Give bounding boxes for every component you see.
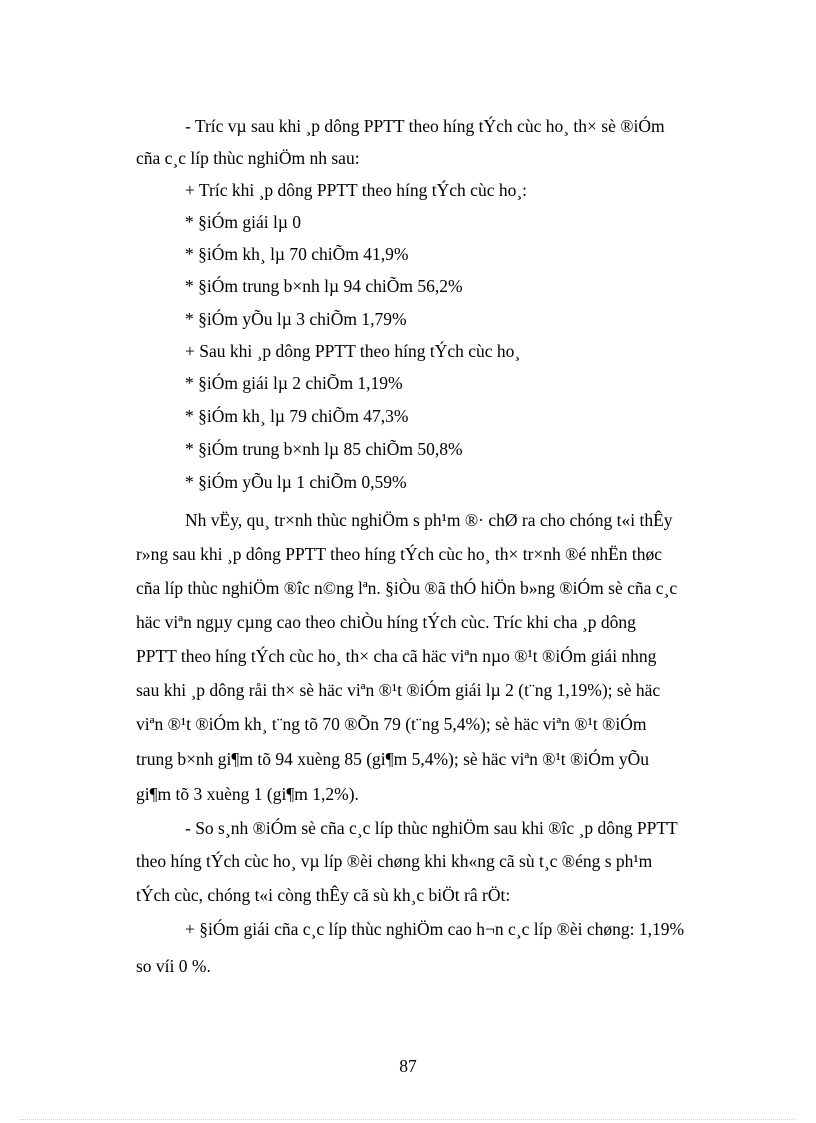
text-line: * §iÓm yÕu lµ 1 chiÕm 0,59% [185, 472, 407, 492]
text-line: viªn ®¹t ®iÓm kh¸ t¨ng tõ 70 ®Õn 79 (t¨ng 5,4%); sè häc viªn ®¹t ®iÓm [136, 714, 647, 734]
text-line: tÝch cùc, chóng t«i còng thÊy cã sù kh¸c biÖt râ rÖt: [136, 885, 511, 905]
text-line: - So s¸nh ®iÓm sè cña c¸c líp thùc nghiÖm sau khi ®îc ¸p dông PPTT [185, 818, 678, 838]
text-line: * §iÓm kh¸ lµ 79 chiÕm 47,3% [185, 406, 409, 426]
text-line: * §iÓm trung b×nh lµ 94 chiÕm 56,2% [185, 276, 463, 296]
text-line: + Tríc khi ¸p dông PPTT theo híng tÝch cùc ho¸: [185, 180, 528, 200]
text-line: sau khi ¸p dông råi th× sè häc viªn ®¹t ®iÓm giái lµ 2 (t¨ng 1,19%); sè häc [136, 680, 661, 700]
page-edge-divider [20, 1119, 796, 1120]
text-line: * §iÓm trung b×nh lµ 85 chiÕm 50,8% [185, 439, 463, 459]
text-line: * §iÓm giái lµ 2 chiÕm 1,19% [185, 373, 403, 393]
text-line: häc viªn ngµy cµng cao theo chiÒu híng tÝch cùc. Tríc khi cha ¸p dông [136, 612, 636, 632]
text-line: + §iÓm giái cña c¸c líp thùc nghiÖm cao h¬n c¸c líp ®èi chøng: 1,19% [185, 919, 685, 939]
text-line: so víi 0 %. [136, 956, 211, 976]
text-line: theo híng tÝch cùc ho¸ vµ líp ®èi chøng khi kh«ng cã sù t¸c ®éng s ph¹m [136, 851, 653, 871]
text-line: + Sau khi ¸p dông PPTT theo híng tÝch cùc ho¸ [185, 341, 521, 361]
text-line: trung b×nh gi¶m tõ 94 xuèng 85 (gi¶m 5,4%); sè häc viªn ®¹t ®iÓm yÕu [136, 749, 649, 769]
text-line: cña c¸c líp thùc nghiÖm nh sau: [136, 148, 360, 168]
text-line: - Tríc vµ sau khi ¸p dông PPTT theo híng tÝch cùc ho¸ th× sè ®iÓm [185, 116, 665, 136]
page-number: 87 [399, 1056, 417, 1076]
text-line: PPTT theo híng tÝch cùc ho¸ th× cha cã häc viªn nµo ®¹t ®iÓm giái nhng [136, 646, 657, 666]
text-line: * §iÓm yÕu lµ 3 chiÕm 1,79% [185, 309, 407, 329]
text-line: * §iÓm giái lµ 0 [185, 212, 302, 232]
text-line: gi¶m tõ 3 xuèng 1 (gi¶m 1,2%). [136, 784, 359, 804]
text-line: r»ng sau khi ¸p dông PPTT theo híng tÝch cùc ho¸ th× tr×nh ®é nhËn thøc [136, 544, 663, 564]
text-line: * §iÓm kh¸ lµ 70 chiÕm 41,9% [185, 244, 409, 264]
text-line: Nh vËy, qu¸ tr×nh thùc nghiÖm s ph¹m ®· chØ ra cho chóng t«i thÊy [185, 510, 673, 530]
text-line: cña líp thùc nghiÖm ®îc n©ng lªn. §iÒu ®ã thÓ hiÖn b»ng ®iÓm sè cña c¸c [136, 578, 678, 598]
